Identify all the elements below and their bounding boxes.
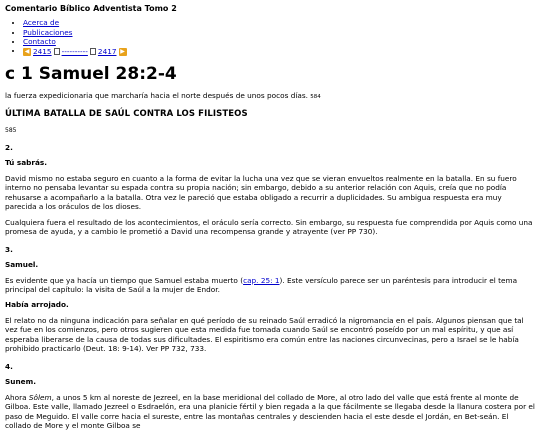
verse-number-3: 3. (5, 244, 13, 254)
contact-link[interactable]: Contacto (23, 36, 56, 46)
verse-term-3: Samuel. (5, 260, 39, 270)
page-mark: 585 (5, 126, 17, 134)
verse-3-text-before: Es evidente que ya hacía un tiempo que Samuel estaba muerto ( (5, 275, 244, 285)
verse-number-2: 2. (5, 142, 13, 152)
publications-link[interactable]: Publicaciones (23, 27, 73, 37)
nav-item-publications (23, 28, 535, 37)
verse-4-paragraph-1 (5, 393, 535, 431)
verse-4-place-name: Sôlem (28, 392, 52, 402)
nav-item-about (23, 18, 535, 27)
verse-4-text-after: , a unos 5 km al noreste de Jezreel, en la base meridional del collado de More, al otro lado del valle que está frente al monte de Gilboa. Este valle, llamado Jezreel o Esdraelón, era una planicie fértil y bien regada a la que fácilmente se llegaba desde la llanura costera por el paso de Meguido. El valle corre hacia el sureste, entre las montañas centrales y descienden hacia el este desde el Jordán, en Bet-seán. El collado de More y el monte Gilboa se (5, 392, 535, 431)
chapter-title: c 1 Samuel 28:2-4 (5, 64, 177, 85)
page-dashes[interactable]: ---------- (61, 47, 88, 57)
document-icon (54, 48, 60, 55)
section-title: ÚLTIMA BATALLA DE SAÚL CONTRA LOS FILISTEOS (5, 108, 248, 119)
site-title: Comentario Bíblico Adventista Tomo 2 (5, 4, 177, 13)
verse-3-paragraph-2: El relato no da ninguna indicación para señalar en qué período de su reinado Saúl erradicó la nigromancia en el país. Algunos piensan que tal vez fue en los comienzos, pero otros sugieren que esta medida fue tomada cuando Saúl se encontró poseído por un mal espíritu, y que así esperaba liberarse de la causa de todas sus dificultades. El espiritismo era común entre las naciones circunvecinas, pero a Israel se le había prohibido practicarlo (Deut. 18: 9-14). Ver PP 732, 733. (5, 315, 524, 354)
verse-2-paragraph-1: David mismo no estaba seguro en cuanto a la forma de evitar la lucha una vez que se vieran envueltos realmente en la batalla. En su fuero interno no pensaba levantar su espada contra su propia nación; sin embargo, debido a su anterior relación con Aquis, creía que no podía rehusarse a acompañarlo a la batalla. Otra vez le pareció que estaba obligado a recurrir a duplicidades. Su ambigua respuesta era muy parecida a los oráculos de los dioses. (5, 173, 517, 212)
cross-reference-link[interactable]: cap. 25: 1 (243, 275, 280, 285)
verse-term-3b: Había arrojado. (5, 300, 69, 310)
page-number: 584 (310, 93, 321, 100)
nav-item-contact (23, 37, 535, 46)
verse-term-4: Sunem. (5, 377, 36, 387)
verse-term-2: Tú sabrás. (5, 158, 48, 168)
verse-3-text-after: ). Este versículo parece ser un paréntesis para introducir el tema principal del capítulo: la visita de Saúl a la mujer de Endor. (5, 275, 518, 294)
next-page-link[interactable]: 2417 (97, 47, 117, 57)
intro-paragraph (5, 91, 535, 101)
verse-4-text-before: Ahora (5, 392, 29, 402)
verse-number-4: 4. (5, 361, 13, 371)
document-icon (90, 48, 96, 55)
left-arrow-icon[interactable]: • ◀ (24, 47, 30, 55)
about-link[interactable]: Acerca de (23, 18, 60, 28)
verse-3-paragraph-1 (5, 276, 535, 295)
nav-list (17, 18, 535, 56)
prev-page-link[interactable]: 2415 (33, 47, 52, 57)
right-arrow-icon[interactable]: ▶ (120, 47, 125, 55)
pager (23, 47, 127, 56)
verse-2-paragraph-2: Cualquiera fuera el resultado de los acontecimientos, el oráculo sería correcto. Sin embargo, su respuesta fue comprendida por Aquis como una promesa de ayuda, y a cambio le prometió a David una recompensa grande y atrayente (ver PP 730). (5, 217, 533, 237)
nav-item-pager (23, 46, 535, 57)
intro-text: la fuerza expedicionaria que marcharía hacia el norte después de unos pocos días. (5, 90, 308, 100)
